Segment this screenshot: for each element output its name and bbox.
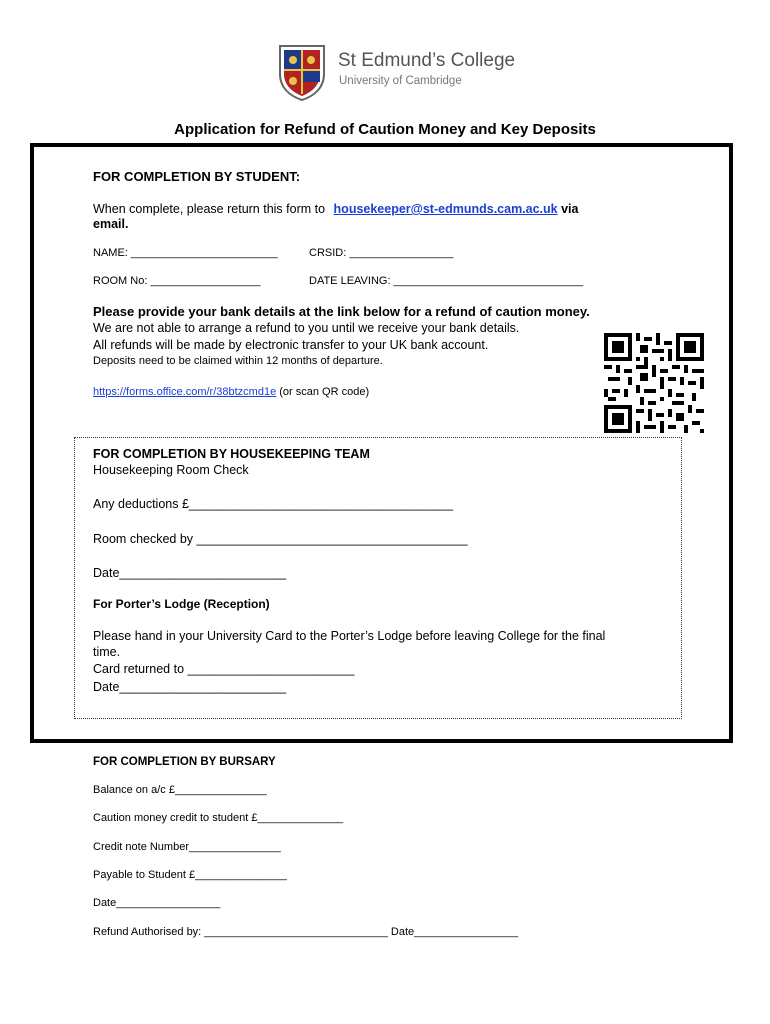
email-word: email.: [93, 217, 129, 231]
housekeeping-subheading: Housekeeping Room Check: [93, 463, 249, 477]
student-section-heading: FOR COMPLETION BY STUDENT:: [93, 169, 301, 184]
bank-details-line-2: All refunds will be made by electronic transfer to your UK bank account.: [93, 338, 489, 352]
university-name: University of Cambridge: [339, 75, 462, 87]
qr-note: (or scan QR code): [279, 386, 370, 398]
porters-lodge-heading: For Porter’s Lodge (Reception): [93, 597, 270, 611]
bank-details-heading: Please provide your bank details at the link below for a refund of caution money.: [93, 304, 590, 319]
name-field[interactable]: NAME: ________________________: [93, 247, 278, 259]
bank-details-line-1: We are not able to arrange a refund to you until we receive your bank details.: [93, 321, 520, 335]
college-crest-icon: [278, 44, 326, 102]
crsid-field[interactable]: CRSID: _________________: [309, 247, 454, 259]
return-instructions: [93, 202, 579, 216]
housekeeper-email-link[interactable]: housekeeper@st-edmunds.cam.ac.uk: [333, 202, 558, 216]
bank-details-line-3: Deposits need to be claimed within 12 months of departure.: [93, 355, 383, 367]
bursary-heading: FOR COMPLETION BY BURSARY: [93, 756, 276, 768]
credit-note-field[interactable]: Credit note Number_______________: [93, 841, 281, 853]
room-checked-by-field[interactable]: Room checked by _______________________________________: [93, 532, 468, 546]
caution-credit-field[interactable]: Caution money credit to student £______________: [93, 812, 344, 824]
college-name: St Edmund’s College: [338, 50, 516, 71]
via-text: via: [561, 202, 579, 216]
housekeeping-heading: FOR COMPLETION BY HOUSEKEEPING TEAM: [93, 447, 370, 461]
deductions-field[interactable]: Any deductions £______________________________________: [93, 497, 454, 511]
form-title: Application for Refund of Caution Money and Key Deposits: [174, 121, 596, 138]
room-number-field[interactable]: ROOM No: __________________: [93, 275, 261, 287]
date-leaving-field[interactable]: DATE LEAVING: _______________________________: [309, 275, 584, 287]
bank-form-link[interactable]: https://forms.office.com/r/38btzcmd1e: [93, 386, 277, 398]
return-text: When complete, please return this form to: [93, 202, 326, 216]
balance-field[interactable]: Balance on a/c £_______________: [93, 784, 267, 796]
qr-code-icon[interactable]: [601, 333, 707, 433]
bursary-date-field[interactable]: Date_________________: [93, 897, 221, 909]
porters-instruction-line-1: Please hand in your University Card to the Porter’s Lodge before leaving College for the final: [93, 629, 606, 643]
porters-instruction-line-2: time.: [93, 645, 121, 659]
payable-field[interactable]: Payable to Student £_______________: [93, 869, 287, 881]
refund-authorised-field[interactable]: Refund Authorised by: ______________________________ Date_________________: [93, 926, 519, 938]
housekeeping-date-field[interactable]: Date________________________: [93, 566, 287, 580]
bank-form-link-line: [93, 386, 369, 398]
porters-date-field[interactable]: Date________________________: [93, 680, 287, 694]
college-logo: [278, 44, 518, 104]
card-returned-field[interactable]: Card returned to ________________________: [93, 662, 355, 676]
